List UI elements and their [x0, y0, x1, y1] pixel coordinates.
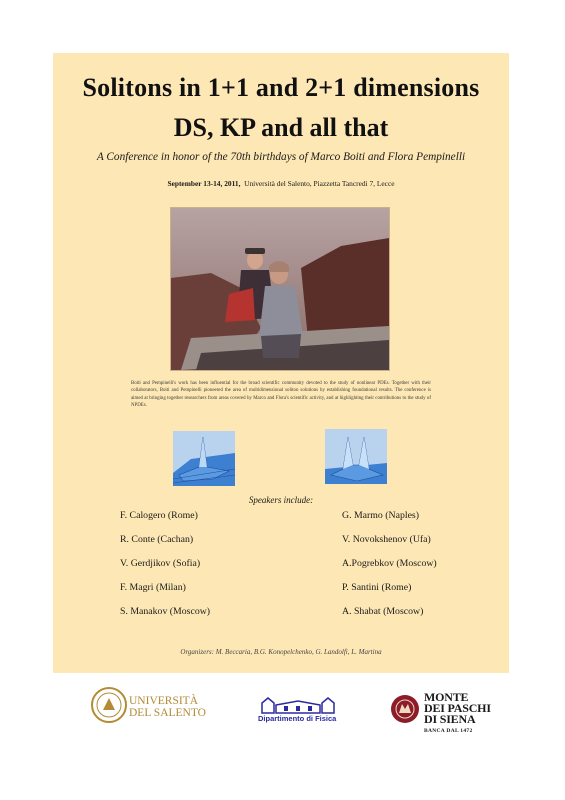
speaker-left-4: F. Magri (Milan)	[120, 582, 186, 593]
dipartimento-label: Dipartimento di Fisica	[258, 714, 337, 723]
speaker-left-3: V. Gerdjikov (Sofia)	[120, 558, 201, 569]
mps-subtitle: BANCA DAL 1472	[424, 728, 473, 734]
speaker-right-5: A. Shabat (Moscow)	[342, 606, 424, 617]
subtitle: A Conference in honor of the 70th birthdays of Marco Boiti and Flora Pempinelli	[96, 151, 466, 163]
speaker-left-2: R. Conte (Cachan)	[120, 534, 194, 545]
speaker-right-3: A.Pogrebkov (Moscow)	[342, 558, 437, 569]
poster	[53, 53, 509, 673]
mps-wordmark	[424, 692, 491, 737]
unisalento-line-2: DEL SALENTO	[129, 707, 206, 719]
dipartimento-building-icon	[258, 695, 338, 715]
photo-illustration	[171, 208, 389, 370]
mps-emblem-icon	[390, 692, 420, 726]
soliton-plot-1	[173, 431, 235, 486]
mps-line-3: DI SIENA	[424, 712, 476, 726]
speakers-heading: Speakers include:	[248, 495, 314, 505]
mps-line-1: MONTE	[424, 690, 469, 704]
unisalento-line-1: UNIVERSITÀ	[129, 695, 198, 707]
unisalento-wordmark	[129, 695, 206, 719]
speaker-right-2: V. Novokshenov (Ufa)	[342, 534, 431, 545]
mps-logo	[390, 692, 420, 726]
organizers-line: Organizers: M. Beccaria, B.G. Konopelchenko, G. Landolfi, L. Martina	[180, 648, 382, 656]
unisalento-seal-icon	[90, 686, 128, 724]
speaker-left-1: F. Calogero (Rome)	[120, 510, 198, 521]
title-line-1: Solitons in 1+1 and 2+1 dimensions	[82, 73, 480, 102]
date: September 13-14, 2011,	[167, 179, 241, 188]
speaker-right-4: P. Santini (Rome)	[342, 582, 412, 593]
honorees-photo	[171, 208, 389, 370]
title-line-2: DS, KP and all that	[173, 113, 389, 142]
soliton-plot-2	[325, 429, 387, 484]
speaker-right-1: G. Marmo (Naples)	[342, 510, 419, 521]
mps-line-2: DEI PASCHI	[424, 701, 491, 715]
date-venue-line	[53, 179, 509, 188]
venue: Università del Salento, Piazzetta Tancredi 7, Lecce	[244, 179, 395, 188]
abstract-text: Boiti and Pempinelli's work has been influential for the broad scientific community devoted to the study of nonlinear PDEs. Together with their collaborators, Boiti and Pempinelli pioneered the area of multidimensional soliton solutions by establishing foundational results. The conference is aimed at bringing together researchers from areas covered by Marco and Flora's scientific activity, and at highlighting their contributions to the study of NPDEs.	[131, 381, 431, 409]
speaker-left-5: S. Manakov (Moscow)	[120, 606, 211, 617]
